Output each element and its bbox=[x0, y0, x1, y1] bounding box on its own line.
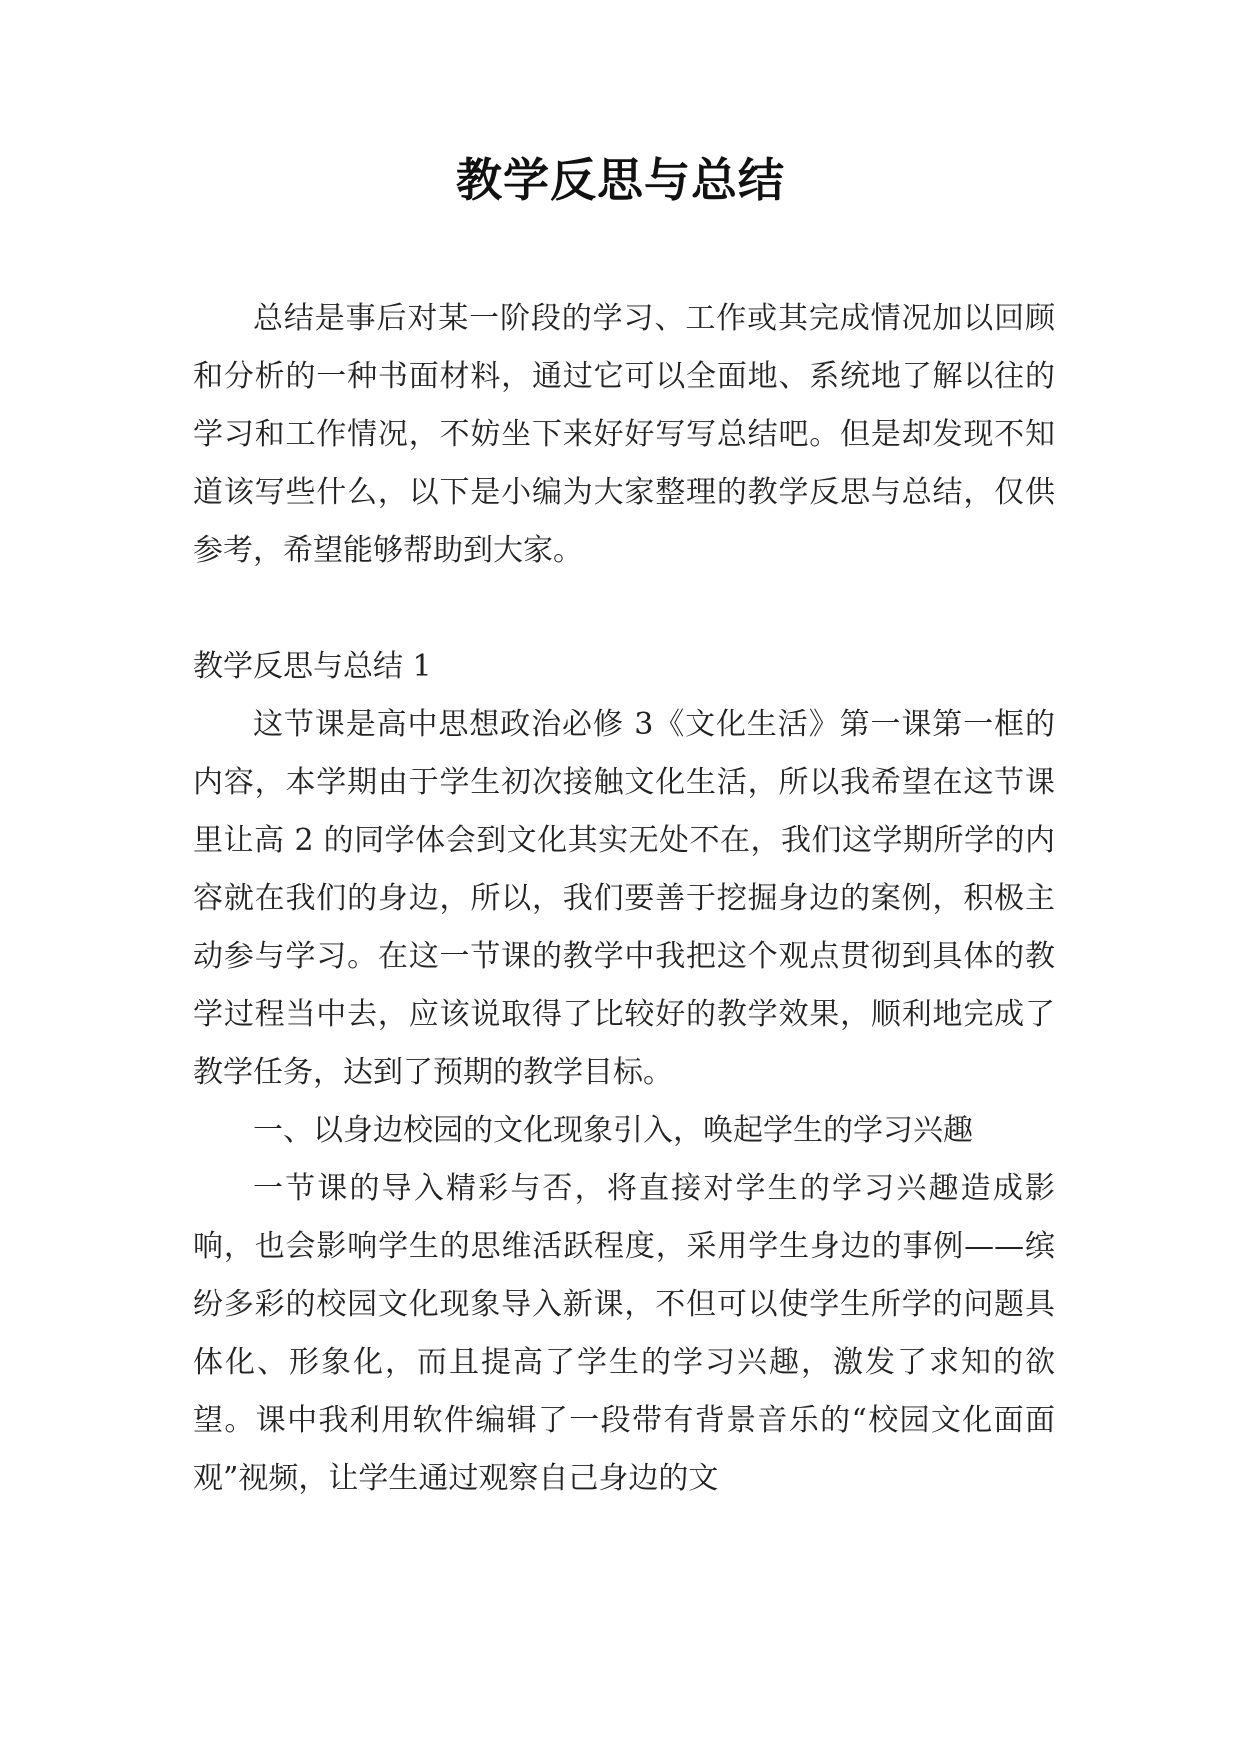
intro-paragraph: 总结是事后对某一阶段的学习、工作或其完成情况加以回顾和分析的一种书面材料，通过它可以全面地、系统地了解以往的学习和工作情况，不妨坐下来好好写写总结吧。但是却发现不知道该写些什么，以下是小编为大家整理的教学反思与总结，仅供参考，希望能够帮助到大家。 bbox=[193, 301, 1055, 568]
paragraph-spacer bbox=[193, 580, 1055, 638]
section-heading: 教学反思与总结 1 bbox=[193, 649, 432, 684]
document-title: 教学反思与总结 bbox=[456, 153, 785, 207]
subheading-paragraph: 一、以身边校园的文化现象引入，唤起学生的学习兴趣 bbox=[253, 1113, 973, 1148]
body-paragraph: 一节课的导入精彩与否，将直接对学生的学习兴趣造成影响，也会影响学生的思维活跃程度，采用学生身边的事例——缤纷多彩的校园文化现象导入新课，不但可以使学生所学的问题具体化、形象化，而且提高了学生的学习兴趣，激发了求知的欲望。课中我利用软件编辑了一段带有背景音乐的“校园文化面面观”视频，让学生通过观察自己身边的文 bbox=[193, 1171, 1055, 1496]
document-body bbox=[193, 290, 1055, 1508]
body-paragraph: 这节课是高中思想政治必修 3《文化生活》第一课第一框的内容，本学期由于学生初次接触文化生活，所以我希望在这节课里让高 2 的同学体会到文化其实无处不在，我们这学期所学的内容就在我们的身边，所以，我们要善于挖掘身边的案例，积极主动参与学习。在这一节课的教学中我把这个观点贯彻到具体的教学过程当中去，应该说取得了比较好的教学效果，顺利地完成了教学任务，达到了预期的教学目标。 bbox=[193, 707, 1055, 1090]
